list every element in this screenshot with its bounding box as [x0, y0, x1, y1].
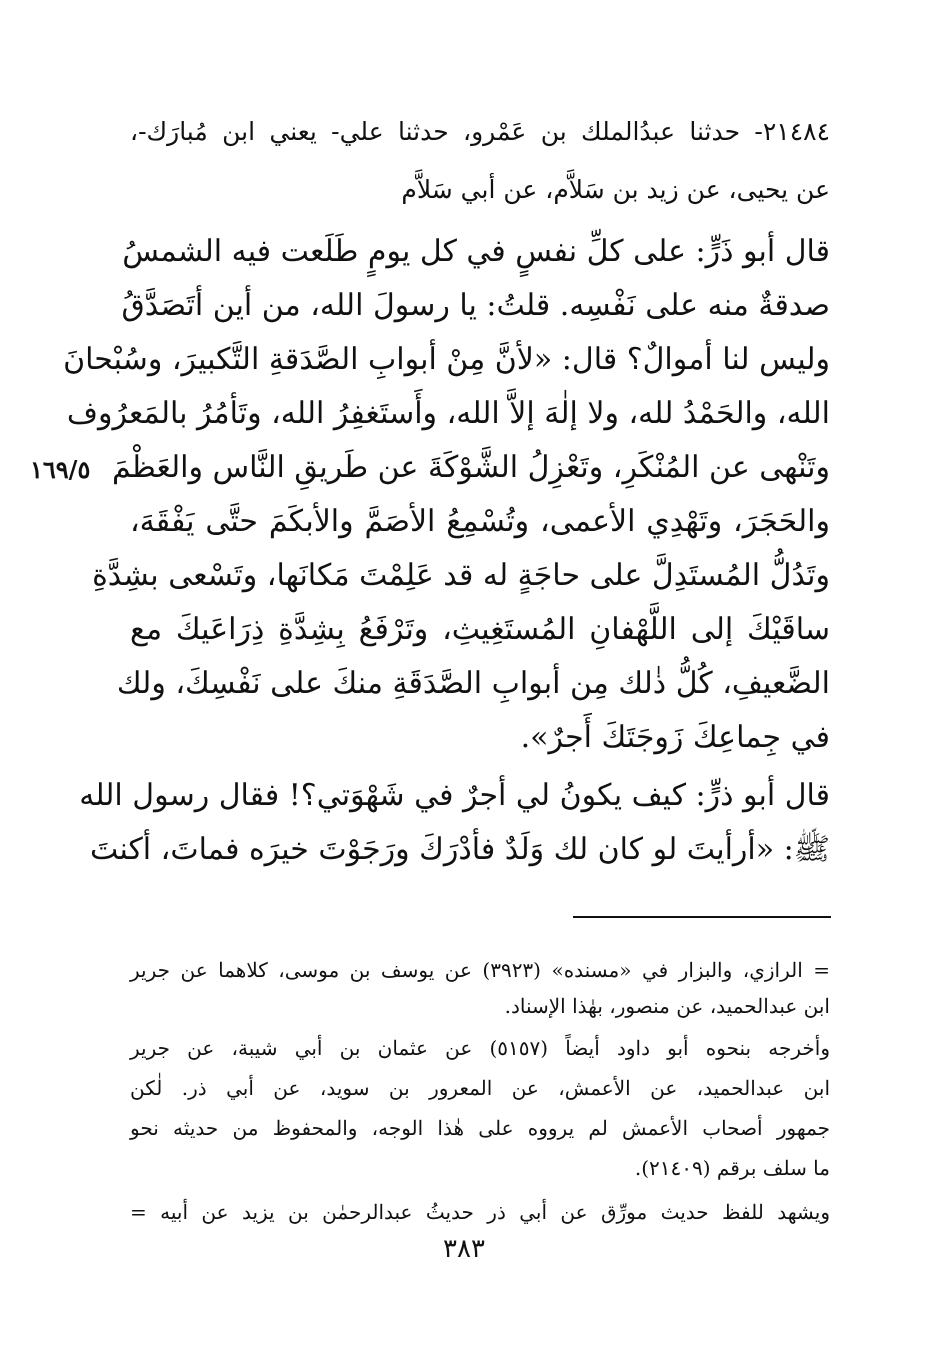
- main-text-line: قال أبو ذرٍّ: كيف يكونُ لي أجرٌ في شَهْوَتي؟! فقال رسول الله: [79, 778, 830, 813]
- footnote-line: جمهور أصحاب الأعمش لم يرووه على هٰذا الوجه، والمحفوظ من حديثه نحو: [130, 1116, 830, 1140]
- footnote-line: = الرازي، والبزار في «مسنده» (٣٩٢٣) عن يوسف بن موسى، كلاهما عن جرير: [130, 958, 830, 982]
- footnote-line: ابن عبدالحميد، عن منصور، بهٰذا الإسناد.: [504, 994, 830, 1018]
- margin-volume-page-reference: ١٦٩/٥: [30, 455, 91, 484]
- footnote-separator: [573, 916, 831, 918]
- main-text-line: ﷺ: «أرأيتَ لو كان لك وَلَدٌ فأدْرَكَ ورَجَوْتَ خيرَه فماتَ، أكنتَ: [90, 832, 830, 867]
- footnote-line: وأخرجه بنحوه أبو داود أيضاً (٥١٥٧) عن عثمان بن أبي شيبة، عن جرير: [130, 1036, 830, 1060]
- main-text-line: والحَجَرَ، وتَهْدِي الأعمى، وتُسْمِعُ الأصَمَّ والأبكَمَ حتَّى يَفْقَهَ،: [130, 504, 830, 539]
- hadith-header-line: ٢١٤٨٤- حدثنا عبدُالملك بن عَمْرو، حدثنا علي- يعني ابن مُبارَك-،: [130, 117, 830, 146]
- hadith-header-line: عن يحيى، عن زيد بن سَلاَّم، عن أبي سَلاَّم: [401, 175, 830, 204]
- main-text-line: في جِماعِكَ زَوجَتَكَ أَجرٌ».: [520, 720, 830, 755]
- main-text-line: الله، والحَمْدُ لله، ولا إلٰهَ إلاَّ الله، وأَستَغفِرُ الله، وتَأمُرُ بالمَعرُوف: [66, 396, 830, 431]
- main-text-line: ساقَيْكَ إلى اللَّهْفانِ المُستَغِيثِ، وتَرْفَعُ بِشِدَّةِ ذِرَاعَيكَ مع: [130, 612, 830, 647]
- page-number: ٣٨٣: [443, 1234, 485, 1264]
- footnote-line: ما سلف برقم (٢١٤٠٩).: [634, 1156, 830, 1180]
- footnote-line: ويشهد للفظ حديث مورِّق عن أبي ذر حديثُ عبدالرحمٰن بن يزيد عن أبيه =: [130, 1200, 830, 1224]
- footnote-line: ابن عبدالحميد، عن الأعمش، عن المعرور بن سويد، عن أبي ذر. لٰكن: [130, 1076, 830, 1100]
- main-text-line: الضَّعيفِ، كُلُّ ذٰلك مِن أبوابِ الصَّدَقَةِ منكَ على نَفْسِكَ، ولك: [116, 666, 830, 701]
- main-text-line: وتَنْهى عن المُنْكَرِ، وتَعْزِلُ الشَّوْكَةَ عن طَريقِ النَّاس والعَظْمَ: [111, 450, 830, 485]
- main-text-line: وتَدُلُّ المُستَدِلَّ على حاجَةٍ له قد عَلِمْتَ مَكانَها، وتَسْعى بشِدَّةِ: [92, 558, 830, 593]
- main-text-line: قال أبو ذَرٍّ: على كلِّ نفسٍ في كل يومٍ طَلَعت فيه الشمسُ: [122, 234, 830, 269]
- main-text-line: وليس لنا أموالٌ؟ قال: «لأنَّ مِنْ أبوابِ الصَّدَقةِ التَّكبيرَ، وسُبْحانَ: [63, 342, 830, 377]
- main-text-line: صدقةٌ منه على نَفْسِه. قلتُ: يا رسولَ الله، من أين أتَصَدَّقُ: [121, 288, 830, 323]
